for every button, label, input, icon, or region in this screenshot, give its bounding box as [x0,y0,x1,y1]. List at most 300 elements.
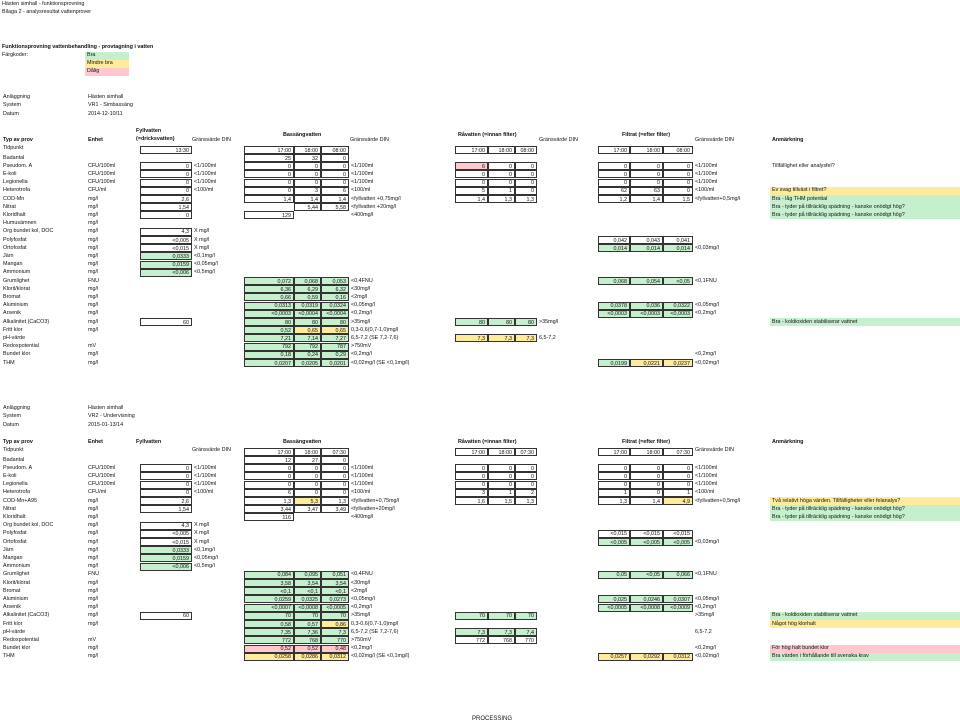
block1-row-b0-value: 0 [288,163,291,170]
block1-row [0,220,960,228]
block1-row-bass-limit: <100/ml [351,187,371,194]
block1-row-b0 [244,343,294,351]
block2-row-r1-value: 768 [503,637,512,644]
block1-row-ft2 [663,244,693,252]
block2-row-ft2-value: <0,005 [673,539,690,546]
block1-row-r2-value: 0 [531,163,534,170]
block2-row-b2 [321,636,349,644]
block1-row-b1 [294,277,321,285]
block1-row-r2-value: 0 [531,188,534,195]
legend-medium-label: Mindre bra [87,60,113,67]
b1-h-gv3: Gränsvärde DIN [539,137,578,143]
block1-row [0,343,960,351]
block2-time-r0-value: 17:00 [471,449,485,456]
block2-row-bass-limit: <0,4FNU [351,571,373,578]
block2-row-b0 [244,645,294,653]
block2-row-fyll [140,481,192,489]
block2-row-r1 [488,497,515,505]
block2-row-r1 [488,464,515,472]
block2-row-remark-text: För hög halt bundet klor [772,645,829,652]
block2-row-ft0 [598,530,630,538]
block1-row-fyll-limit: X mg/l [194,236,210,243]
block1-row-b1-value: 0,0319 [301,303,318,310]
block2-row-b0-value: <0,1 [280,588,291,595]
block2-row-ft0-value: 0,025 [613,596,627,603]
block2-row-fyll [140,612,192,620]
block2-row [0,481,960,489]
block1-row-b0 [244,162,294,170]
block1-row-r1 [488,195,515,203]
block2-time-r2 [515,448,537,456]
block2-row-b1-value: 0,095 [304,572,318,579]
block1-row-remark [770,203,960,211]
block2-row-unit: CFU/ml [88,489,107,496]
block1-row-ft0 [598,195,630,203]
block1-row-r0 [455,334,488,342]
block1-row-fyll-value: 0 [186,212,189,219]
block2-row-b2-value: <0,1 [335,588,346,595]
block2-row-bass-limit: 6,5-7,2 (SE 7,2-7,6) [351,628,399,635]
block1-row-r0 [455,318,488,326]
block1-row-unit: mg/l [88,236,99,243]
block1-row-b2-value: <0,0004 [326,311,346,318]
block2-row-name: Heterotrofa [3,489,30,496]
block1-time-b2-value: 08:00 [332,147,346,154]
block2-row-fyll-value: 1,54 [178,506,189,513]
block2-row [0,628,960,636]
block2-row [0,505,960,513]
block1-row-ft2 [663,195,693,203]
block2-row-ft2-value: 1 [687,490,690,497]
block1-row-ft2 [663,236,693,244]
block2-row-filt-limit: <0,2mg/l [695,645,716,652]
block2-row-b1 [294,464,321,472]
block2-row-unit: mg/l [88,579,99,586]
block1-time-b0 [244,146,294,154]
block1-row-ft1-value: 0 [657,180,660,187]
block1-row-b2-value: 1,4 [338,196,346,203]
block2-time-ft0-value: 17:00 [613,449,627,456]
block2-row-ft1 [630,538,663,546]
block1-row-b1-value: 0,59 [307,294,318,301]
block2-row-bass-limit: <30mg/l [351,579,371,586]
block2-row-ft2-value: <0,0009 [670,605,690,612]
block1-row-ft0 [598,359,630,367]
block1-row-ft0 [598,310,630,318]
block2-row-b0 [244,579,294,587]
block2-row-name: Ortofosfat [3,538,27,545]
b2-h-gv4: Gränsvärde DIN [695,447,734,453]
block1-row-b2-value: 0 [343,163,346,170]
block1-row-remark [770,162,960,170]
block1-row-b1 [294,162,321,170]
block2-row-ft0 [598,538,630,546]
block1-row [0,293,960,301]
b2-meta-k0: Anläggning [3,405,30,411]
block2-row-unit: mg/l [88,563,99,570]
block2-row-b2 [321,497,349,505]
block2-row [0,636,960,644]
block1-row-bass-limit: <0,02mg/l (SE <0,1mg/l) [351,359,410,366]
b1-meta-k0: Anläggning [3,94,30,100]
block1-row-r1 [488,162,515,170]
block1-row-b2 [321,302,349,310]
block1-row-fyll-value: <0,005 [172,237,189,244]
block1-row-ft1 [630,162,663,170]
block2-row-remark-text: Något hög klorhalt [772,620,816,627]
block1-row-b2 [321,326,349,334]
block1-row-r2-value: 7,3 [526,335,534,342]
block1-row-filt-limit: <fyllvatten+0,5mg/l [695,195,741,202]
block1-row-b2 [321,154,349,162]
block1-row-b2-value: 0,0324 [329,303,346,310]
block1-row-filt-limit: <0,02mg/l [695,359,719,366]
block2-row-b2-value: 0 [343,473,346,480]
block1-row [0,269,960,277]
block1-row-b1 [294,179,321,187]
block1-row-bass-limit: <1/100ml [351,170,374,177]
block1-time-r0 [455,146,488,154]
block2-row-b1-value: 0 [315,482,318,489]
block2-row-b2 [321,489,349,497]
block1-row-name: Heterotrofa [3,187,30,194]
block2-row-b2 [321,620,349,628]
block1-row-b1-value: 0,24 [307,352,318,359]
block1-row-ft2-value: 0 [687,180,690,187]
block1-row-remark [770,187,960,195]
block1-row-bass-limit: >35mg/l [351,318,371,325]
block1-row-name: Kloridhalt [3,211,26,218]
block2-row-b1 [294,456,321,464]
block1-row-name: Mangan [3,261,23,268]
block2-row-b0 [244,628,294,636]
block1-row-filt-limit: <100/ml [695,187,715,194]
block2-row [0,571,960,579]
block2-row-r2-value: 0 [531,465,534,472]
block2-row-r0-value: 7,3 [477,629,485,636]
block1-row-b0 [244,359,294,367]
block2-row-ft1 [630,497,663,505]
block2-row-ft2 [663,497,693,505]
block1-row-b1-value: 32 [312,155,318,162]
block1-row-r2 [515,162,537,170]
block1-row-b2-value: 80 [340,319,346,326]
section-title: Funktionsprovning vattenbehandling - provtagning i vatten [2,44,154,50]
block2-row-b2 [321,472,349,480]
block2-row-ft2-value: 0,0307 [673,596,690,603]
block2-row-name: Nitrat [3,505,16,512]
block1-row-fyll-limit: X mg/l [194,228,210,235]
block1-row-b2-value: 0 [343,171,346,178]
block2-row-filt-limit: <0,03mg/l [695,538,719,545]
block1-row-b1-value: 80 [312,319,318,326]
block2-row-name: Arsenik [3,604,21,611]
block1-row-b1 [294,187,321,195]
block2-row-unit: mg/l [88,530,99,537]
block1-row-b1 [294,285,321,293]
block1-time-b1 [294,146,321,154]
block1-row [0,170,960,178]
block2-row-b0 [244,513,294,521]
block1-row-ft0-value: 0 [624,163,627,170]
block1-row-b0-value: 129 [282,212,291,219]
block2-row-b2 [321,579,349,587]
block2-row-r1-value: 1 [509,490,512,497]
block1-row-b2-value: 7,27 [335,335,346,342]
block2-row-ft0 [598,604,630,612]
block2-row-name: Bromat [3,587,21,594]
block2-row-b1-value: 0,0325 [301,596,318,603]
block2-row-ft1-value: 0 [657,482,660,489]
block2-row-remark-text: Bra - tyder på tillräcklig spädning - kanske onödigt hög? [772,513,905,520]
block1-row-ft2 [663,359,693,367]
block2-row-b0-value: 7,35 [280,629,291,636]
block1-row-ft1 [630,310,663,318]
block1-row-b2-value: 0,65 [335,327,346,334]
block2-row-bass-limit: <100/ml [351,489,371,496]
block1-row-b0 [244,187,294,195]
block1-row-ft2 [663,187,693,195]
block2-row-b2-value: 3,54 [335,580,346,587]
block2-row-unit: mg/l [88,645,99,652]
block2-time-b0 [244,448,294,456]
block2-row-b2-value: 0 [343,465,346,472]
block2-row-b0-value: 772 [282,637,291,644]
block1-row-b2 [321,187,349,195]
block2-row-r2 [515,472,537,480]
block1-row-ft0 [598,179,630,187]
block2-row-fyll-value: <0,006 [172,564,189,571]
block1-row-bass-limit: <30mg/l [351,285,371,292]
block2-row-bass-limit: <0,2mg/l [351,604,372,611]
block1-row-ft1-value: 0,054 [646,278,660,285]
block2-row-r0 [455,481,488,489]
block2-row-unit: mg/l [88,587,99,594]
block2-row-b0-value: 0 [288,465,291,472]
block2-row-b1-value: 27 [312,457,318,464]
b1-h-bass: Bassängvatten [283,132,322,138]
block1-time-ft0-value: 17:00 [613,147,627,154]
block2-row-bass-limit: <2mg/l [351,587,368,594]
block1-row-b0-value: 7,21 [280,335,291,342]
block1-row-b1 [294,310,321,318]
block2-row-ft1 [630,464,663,472]
block2-row-fyll-value: 0 [186,482,189,489]
block2-row-fyll [140,554,192,562]
block1-row-unit: mg/l [88,220,99,227]
block1-row-remark [770,211,960,219]
block1-row-r1-value: 7,3 [504,335,512,342]
block2-row-fyll-limit: X mg/l [194,538,210,545]
block1-row-ft0 [598,302,630,310]
block1-row-r2 [515,170,537,178]
block1-row [0,277,960,285]
block1-row-b1 [294,170,321,178]
block1-row-b1 [294,302,321,310]
block2-row-b0 [244,636,294,644]
block2-row-b0 [244,497,294,505]
block2-row-b0-value: 0 [288,482,291,489]
b2-h-raw: Råvatten (=innan filter) [458,439,517,445]
doc-title: Hästen simhall - funktionsprovning [2,1,85,7]
block2-row-ft0 [598,653,630,661]
block1-row [0,302,960,310]
block2-row [0,563,960,571]
block1-row-r1 [488,334,515,342]
block2-row [0,579,960,587]
block1-row-ft2 [663,179,693,187]
block1-row-b0-value: 80 [285,319,291,326]
block1-row-ft1 [630,244,663,252]
block1-row-b1 [294,154,321,162]
block2-row-b1-value: 0,57 [307,621,318,628]
block2-row-fyll-limit: <1/100ml [194,481,217,488]
block2-row-filt-limit: <1/100ml [695,481,718,488]
block2-row-ft0-value: 1,3 [619,498,627,505]
block2-row-ft1 [630,604,663,612]
block1-row-bass-limit: <400mg/l [351,211,374,218]
block1-row-fyll-limit: X mg/l [194,244,210,251]
block1-row-name: Legionella [3,179,28,186]
b2-h-fyll: Fyllvatten [136,439,162,445]
block2-row-b1 [294,489,321,497]
block2-row-ft2-value: 0,0312 [673,654,690,661]
block1-row-name: E-koli [3,170,17,177]
block2-row-bass-limit: >35mg/l [351,612,371,619]
b2-tidpunkt-label: Tidpunkt [3,447,24,453]
block2-row-bass-limit: <1/100ml [351,481,374,488]
block1-row-r1 [488,179,515,187]
block1-row-name: Arsenik [3,310,21,317]
block2-row-b0 [244,505,294,513]
block1-row-name: Redoxpotential [3,343,39,350]
block1-row-b0 [244,293,294,301]
block2-row-b0 [244,481,294,489]
block2-row-name: Org bundet kol, DOC [3,522,54,529]
block2-row-b2-value: 0 [343,490,346,497]
block2-row [0,530,960,538]
block2-row-b1-value: 0 [315,490,318,497]
legend-bad-label: Dålig [87,68,100,75]
block2-time-r1 [488,448,515,456]
block2-row-r1-value: 0 [509,465,512,472]
block1-row-b0 [244,318,294,326]
block2-row-b1 [294,571,321,579]
block2-row-b0-value: 12 [285,457,291,464]
block2-row [0,456,960,464]
block1-row-r2 [515,334,537,342]
block2-time-b1 [294,448,321,456]
block2-row-fyll-value: 0,0159 [172,555,189,562]
block1-row-ft0 [598,277,630,285]
block1-row-b2 [321,334,349,342]
block2-row-ft1-value: <0,005 [643,539,660,546]
block1-row-ft0 [598,187,630,195]
block1-time-b2 [321,146,349,154]
block1-row-r2 [515,179,537,187]
block1-row-ft1-value: 0,036 [646,303,660,310]
b2-h-bass: Bassängvatten [283,439,322,445]
block2-row-ft0 [598,481,630,489]
block1-row-fyll-limit: <0,5mg/l [194,269,215,276]
block1-row-fyll [140,261,192,269]
block1-row-fyll-value: 4,3 [181,229,189,236]
block2-row [0,612,960,620]
block2-row-b0-value: 0,0259 [274,596,291,603]
block1-row-b0 [244,310,294,318]
block1-row-unit: mg/l [88,293,99,300]
block1-row-b2 [321,277,349,285]
block2-row-r0-value: 0 [482,482,485,489]
block1-row-r0 [455,170,488,178]
block2-row-fyll-limit: X mg/l [194,530,210,537]
block1-row-fyll-value: 0 [186,188,189,195]
block1-row [0,244,960,252]
block2-row-b1-value: 0,52 [307,646,318,653]
block2-row-unit: FNU [88,571,100,578]
block1-row-name: Bundet klor [3,351,31,358]
block2-time-b0-value: 17:00 [277,449,291,456]
block2-row-ft1 [630,653,663,661]
block1-row-ft2 [663,162,693,170]
block1-row-unit: mg/l [88,285,99,292]
block1-row-ft2-value: <0,0003 [670,311,690,318]
block1-row-b2-value: 787 [337,344,346,351]
block2-row-fyll-value: 0 [186,465,189,472]
legend-good [85,52,129,60]
block1-row-r0-value: 1,4 [477,196,485,203]
block1-row-unit: CFU/100ml [88,162,116,169]
block2-row-b0-value: 0,0258 [274,654,291,661]
b1-h-anm: Anmärkning [772,137,804,143]
block2-row-unit: mg/l [88,522,99,529]
block2-row-b0-value: 0 [288,473,291,480]
block1-row-unit: mg/l [88,195,99,202]
block1-row-fyll-limit: <0,05mg/l [194,261,218,268]
block1-row-bass-limit: <0,2mg/l [351,351,372,358]
block2-row-name: COD-Mn+A95 [3,497,38,504]
block2-row-fyll-value: 0,0333 [172,547,189,554]
block2-row-name: Fritt klor [3,620,23,627]
block1-row-filt-limit: <1/100ml [695,179,718,186]
block2-row-unit: mg/l [88,653,99,660]
block2-row-ft0 [598,464,630,472]
block2-time-ft0 [598,448,630,456]
block2-row-b1 [294,620,321,628]
block1-row-ft2-value: 0,041 [676,237,690,244]
block1-row-fyll-limit: <1/100ml [194,162,217,169]
block2-row-b2-value: 770 [337,637,346,644]
block1-row-ft1-value: 1,4 [652,196,660,203]
block1-row-raw-limit: >35mg/l [539,318,559,325]
block1-row-b0 [244,179,294,187]
block2-row-filt-limit: <1/100ml [695,472,718,479]
block2-row [0,464,960,472]
block2-row-r1 [488,636,515,644]
block2-row-unit: CFU/100ml [88,481,116,488]
block1-row-unit: CFU/100ml [88,170,116,177]
block2-row-fyll-limit: <0,5mg/l [194,563,215,570]
block2-row-ft0 [598,489,630,497]
block2-row-remark [770,497,960,505]
block2-row-bass-limit: <0,05mg/l [351,595,375,602]
block1-row-ft0-value: 0 [624,180,627,187]
block2-row-b0-value: <0,0007 [271,605,291,612]
block1-row-name: Org bundet kol, DOC [3,228,54,235]
b1-meta-k1: System [3,102,21,108]
block1-row [0,261,960,269]
block1-row-fyll [140,236,192,244]
